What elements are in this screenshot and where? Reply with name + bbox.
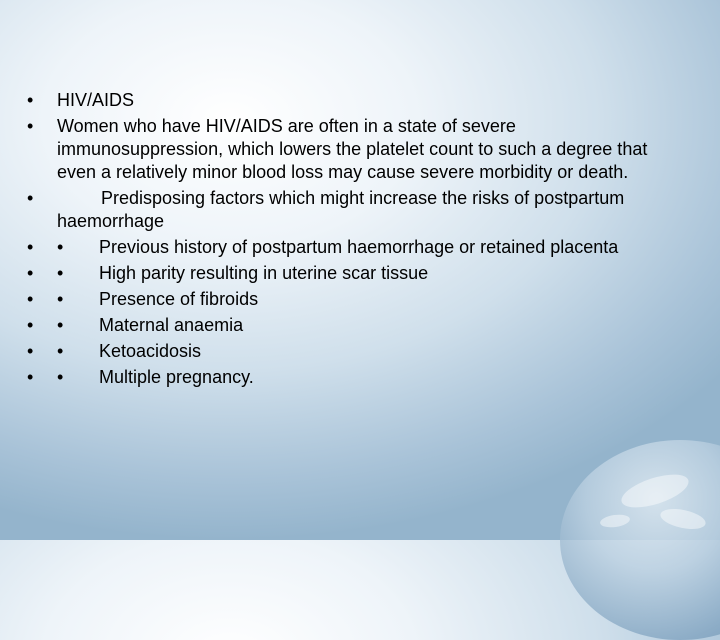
- bullet-text: Ketoacidosis: [99, 341, 202, 361]
- bullet-text: Maternal anaemia: [99, 315, 244, 335]
- sub-bullet: •: [57, 341, 64, 361]
- bullet-item: [27, 262, 677, 285]
- bullet-text: Women who have HIV/AIDS are often in a state of severe immunosuppression, which lowers the platelet count to such a degree that even a relatively minor blood loss may cause severe morbidity or death.: [57, 116, 648, 182]
- globe-decoration: [560, 440, 720, 640]
- bullet-item: [27, 288, 677, 311]
- bullet-text: Presence of fibroids: [99, 289, 259, 309]
- bullet-text: Multiple pregnancy.: [99, 367, 254, 387]
- bullet-item: [27, 89, 677, 112]
- bullet-text: Previous history of postpartum haemorrhage or retained placenta: [99, 237, 619, 257]
- bullet-item: [27, 340, 677, 363]
- bullet-text: HIV/AIDS: [57, 90, 135, 110]
- bullet-item: [27, 187, 677, 233]
- sub-bullet: •: [57, 263, 64, 283]
- sub-bullet: •: [57, 289, 64, 309]
- bullet-item: [27, 236, 677, 259]
- bullet-text: Predisposing factors which might increase the risks of postpartum haemorrhage: [57, 188, 625, 231]
- sub-bullet: •: [57, 237, 64, 257]
- bullet-item: [27, 115, 677, 184]
- bullet-item: [27, 366, 677, 389]
- bullet-text: High parity resulting in uterine scar tissue: [99, 263, 429, 283]
- sub-bullet: •: [57, 315, 64, 335]
- sub-bullet: •: [57, 367, 64, 387]
- bullet-list: [27, 89, 677, 389]
- bullet-item: [27, 314, 677, 337]
